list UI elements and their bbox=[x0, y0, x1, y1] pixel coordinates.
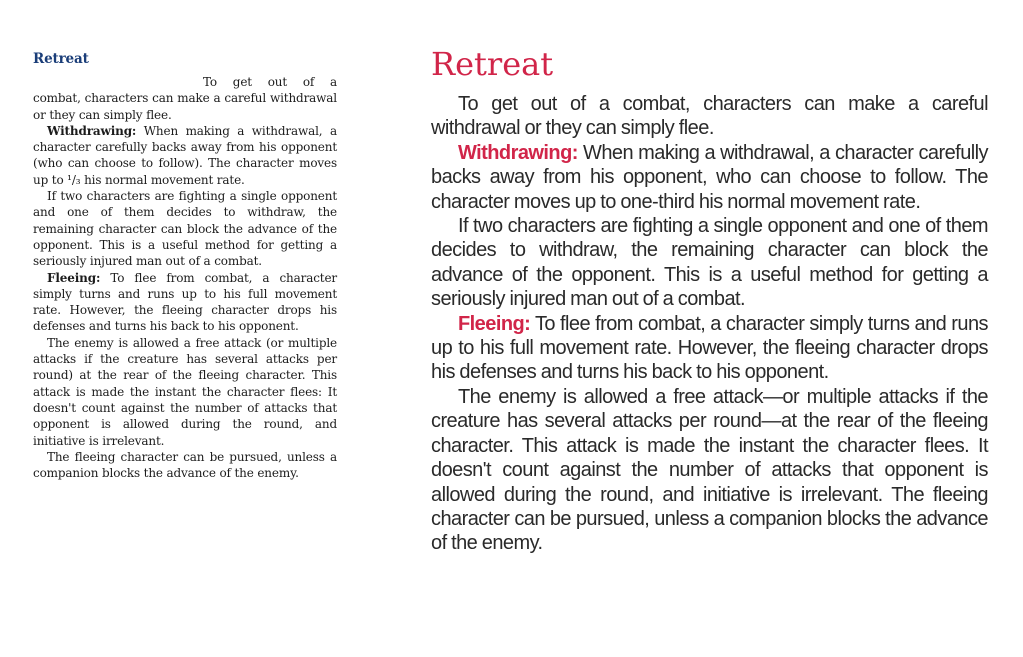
retypeset-heading: Retreat bbox=[431, 45, 554, 83]
retypeset-paragraph bbox=[431, 92, 988, 141]
original-text-column bbox=[33, 50, 337, 481]
retypeset-paragraph bbox=[431, 312, 988, 385]
paragraph-text: The enemy is allowed a free attack (or multiple attacks if the creature has several attacks per round) at the rear of the fleeing character. This attack is made the instant the character flees: It doesn't count against the number of attacks that opponent is allowed during the round, and initiative is irrelevant. bbox=[33, 335, 337, 448]
paragraph-text: To flee from combat, a character simply turns and runs up to his full movement rate. However, the fleeing character drops his defenses and turns his back to his opponent. bbox=[431, 312, 988, 384]
subheading-withdrawing: Withdrawing: bbox=[458, 141, 578, 164]
paragraph-text: If two characters are fighting a single opponent and one of them decides to withdraw, the remaining character can block the advance of the opponent. This is a useful method for getting a seriously injured man out of a combat. bbox=[33, 189, 337, 269]
paragraph-text: To flee from combat, a character simply turns and runs up to his full movement rate. However, the fleeing character drops his defenses and turns his back to his opponent. bbox=[33, 270, 337, 334]
retypeset-paragraph bbox=[431, 141, 988, 214]
retypeset-paragraph bbox=[431, 385, 988, 556]
paragraph-text: To get out of a combat, characters can make a careful withdrawal or they can simply flee. bbox=[33, 75, 337, 122]
original-paragraph bbox=[33, 449, 337, 482]
retypeset-paragraph bbox=[431, 214, 988, 312]
original-heading: Retreat bbox=[33, 51, 89, 67]
paragraph-text: The fleeing character can be pursued, unless a companion blocks the advance of the enemy. bbox=[33, 449, 337, 481]
paragraph-text: When making a withdrawal, a character carefully backs away from his opponent (who can choose to follow). The character moves up to ¹/₃ his normal movement rate. bbox=[33, 123, 337, 187]
original-paragraph bbox=[33, 270, 337, 335]
original-paragraph bbox=[33, 123, 337, 188]
paragraph-text: If two characters are fighting a single opponent and one of them decides to withdraw, the remaining character can block the advance of the opponent. This is a useful method for getting a seriously injured man out of a combat. bbox=[431, 215, 988, 311]
paragraph-text: The enemy is allowed a free attack—or multiple attacks if the creature has several attacks per round—at the rear of the fleeing character. This attack is made the instant the character flees. It doesn't count against the number of attacks that opponent is allowed during the round, and initiative is irrelevant. The fleeing character can be pursued, unless a companion blocks the advance of the enemy. bbox=[431, 385, 988, 555]
original-paragraph bbox=[33, 74, 337, 123]
retypeset-text-column bbox=[431, 44, 988, 556]
subheading-fleeing: Fleeing: bbox=[47, 270, 101, 285]
subheading-fleeing: Fleeing: bbox=[458, 312, 531, 335]
original-paragraph bbox=[33, 188, 337, 269]
paragraph-text: To get out of a combat, characters can make a careful withdrawal or they can simply flee. bbox=[431, 93, 988, 140]
original-paragraph bbox=[33, 335, 337, 449]
subheading-withdrawing: Withdrawing: bbox=[47, 123, 137, 138]
paragraph-text: When making a withdrawal, a character carefully backs away from his opponent, who can choose to follow. The character moves up to one-third his normal movement rate. bbox=[431, 141, 988, 213]
